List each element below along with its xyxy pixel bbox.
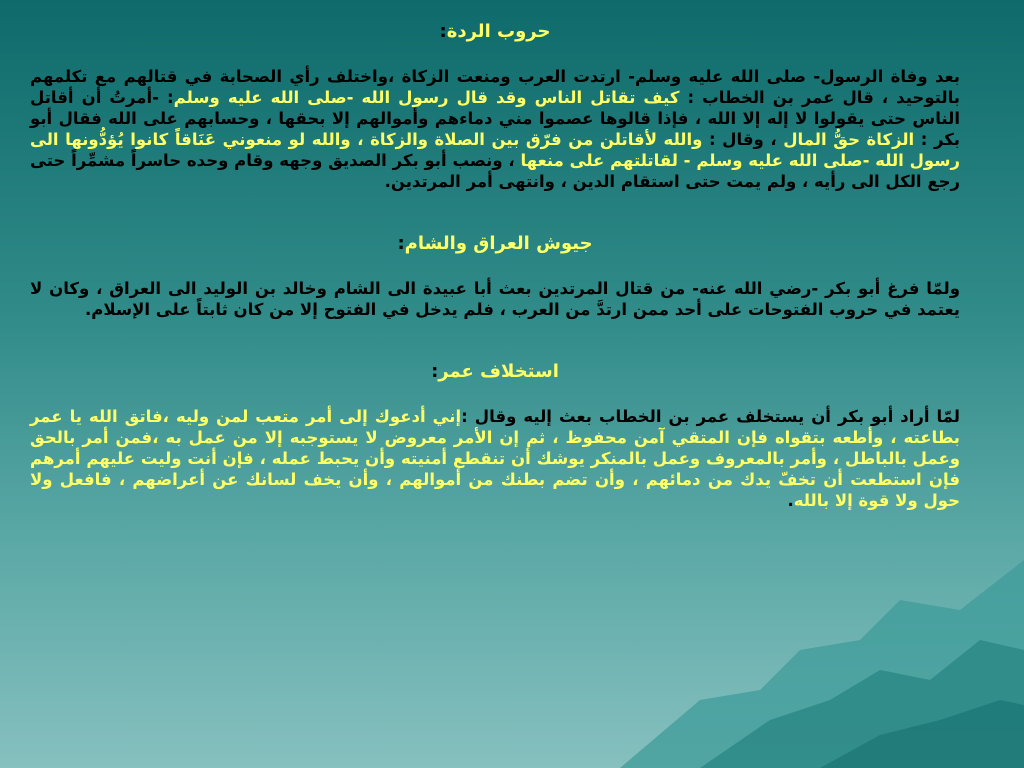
- heading-iraq-sham-armies: [30, 230, 960, 258]
- heading-umar-succession: [30, 358, 960, 386]
- heading-colon: :: [439, 21, 447, 42]
- paragraph-umar-succession: [30, 406, 960, 511]
- heading-colon: :: [397, 233, 405, 254]
- heading-text: جيوش العراق والشام: [404, 233, 593, 254]
- quote-zakat: الزكاة حقُّ المال: [783, 130, 915, 149]
- paragraph-ridda-wars: [30, 66, 960, 192]
- text-segment: ، وقال :: [702, 130, 784, 149]
- heading-ridda-wars: [30, 18, 960, 46]
- text-segment: لمّا أراد أبو بكر أن يستخلف عمر بن الخطاب بعث إليه وقال :: [461, 407, 960, 426]
- quote-abubakr-advice: إني أدعوك إلى أمر متعب لمن وليه ،فاتق الله يا عمر بطاعته ، وأطعه بتقواه فإن المتقي آمن محفوظ ، ثم إن الأمر معروض لا يستوجبه إلا من عمل به ،فمن أمر بالحق وعمل بالباطل ، وأمر بالمعروف وعمل بالمنكر يوشك أن تنقطع أمنيته وأن يحبط عمله ، فإن أنت وليت عليهم أمرهم فإن استطعت أن تخفّ يدك من دمائهم ، وأن تضم بطنك من أموالهم ، وأن يخف لسانك عن أعراضهم ، فافعل ولا حول ولا قوة إلا بالله: [30, 407, 960, 510]
- quote-abubakr: والله لأقاتلن من فرّق بين الصلاة والزكاة ، والله لو منعوني عَنَاقاً كانوا يُؤدُّونها الى رسول الله -صلى الله عليه وسلم - لقاتلتهم على منعها: [30, 130, 960, 170]
- heading-colon: :: [431, 361, 439, 382]
- text-segment: ، ونصب أبو بكر الصديق وجهه وقام وحده حاسراً مشمِّراً حتى رجع الكل الى رأيه ، ولم يمت حتى استقام الدين ، وانتهى أمر المرتدين.: [30, 151, 960, 191]
- text-segment: .: [787, 491, 794, 510]
- text-segment: بعد وفاة الرسول- صلى الله عليه وسلم- ارتدت العرب ومنعت الزكاة ،واختلف رأي الصحابة في قتالهم مع تكلمهم بالتوحيد ، قال عمر بن الخطاب :: [30, 67, 960, 107]
- heading-text: استخلاف عمر: [438, 361, 559, 382]
- quote-umar: كيف تقاتل الناس وقد قال رسول الله -صلى الله عليه وسلم: [173, 88, 680, 107]
- slide-content: [30, 18, 960, 511]
- heading-text: حروب الردة: [446, 21, 551, 42]
- text-segment: : -أمرتُ أن أقاتل الناس حتى يقولوا لا إله إلا الله ، فإذا قالوها عصموا مني دماءهم وأموالهم إلا بحقها ، وحسابهم على الله فقال أبو بكر :: [30, 88, 961, 149]
- paragraph-iraq-sham-armies: ولمّا فرغ أبو بكر -رضي الله عنه- من قتال المرتدين بعث أبا عبيدة الى الشام وخالد بن الوليد الى العراق ، وكان لا يعتمد في حروب الفتوحات على أحد ممن ارتدَّ من العرب ، فلم يدخل في الفتوح إلا من كان ثابتاً على الإسلام.: [30, 279, 960, 319]
